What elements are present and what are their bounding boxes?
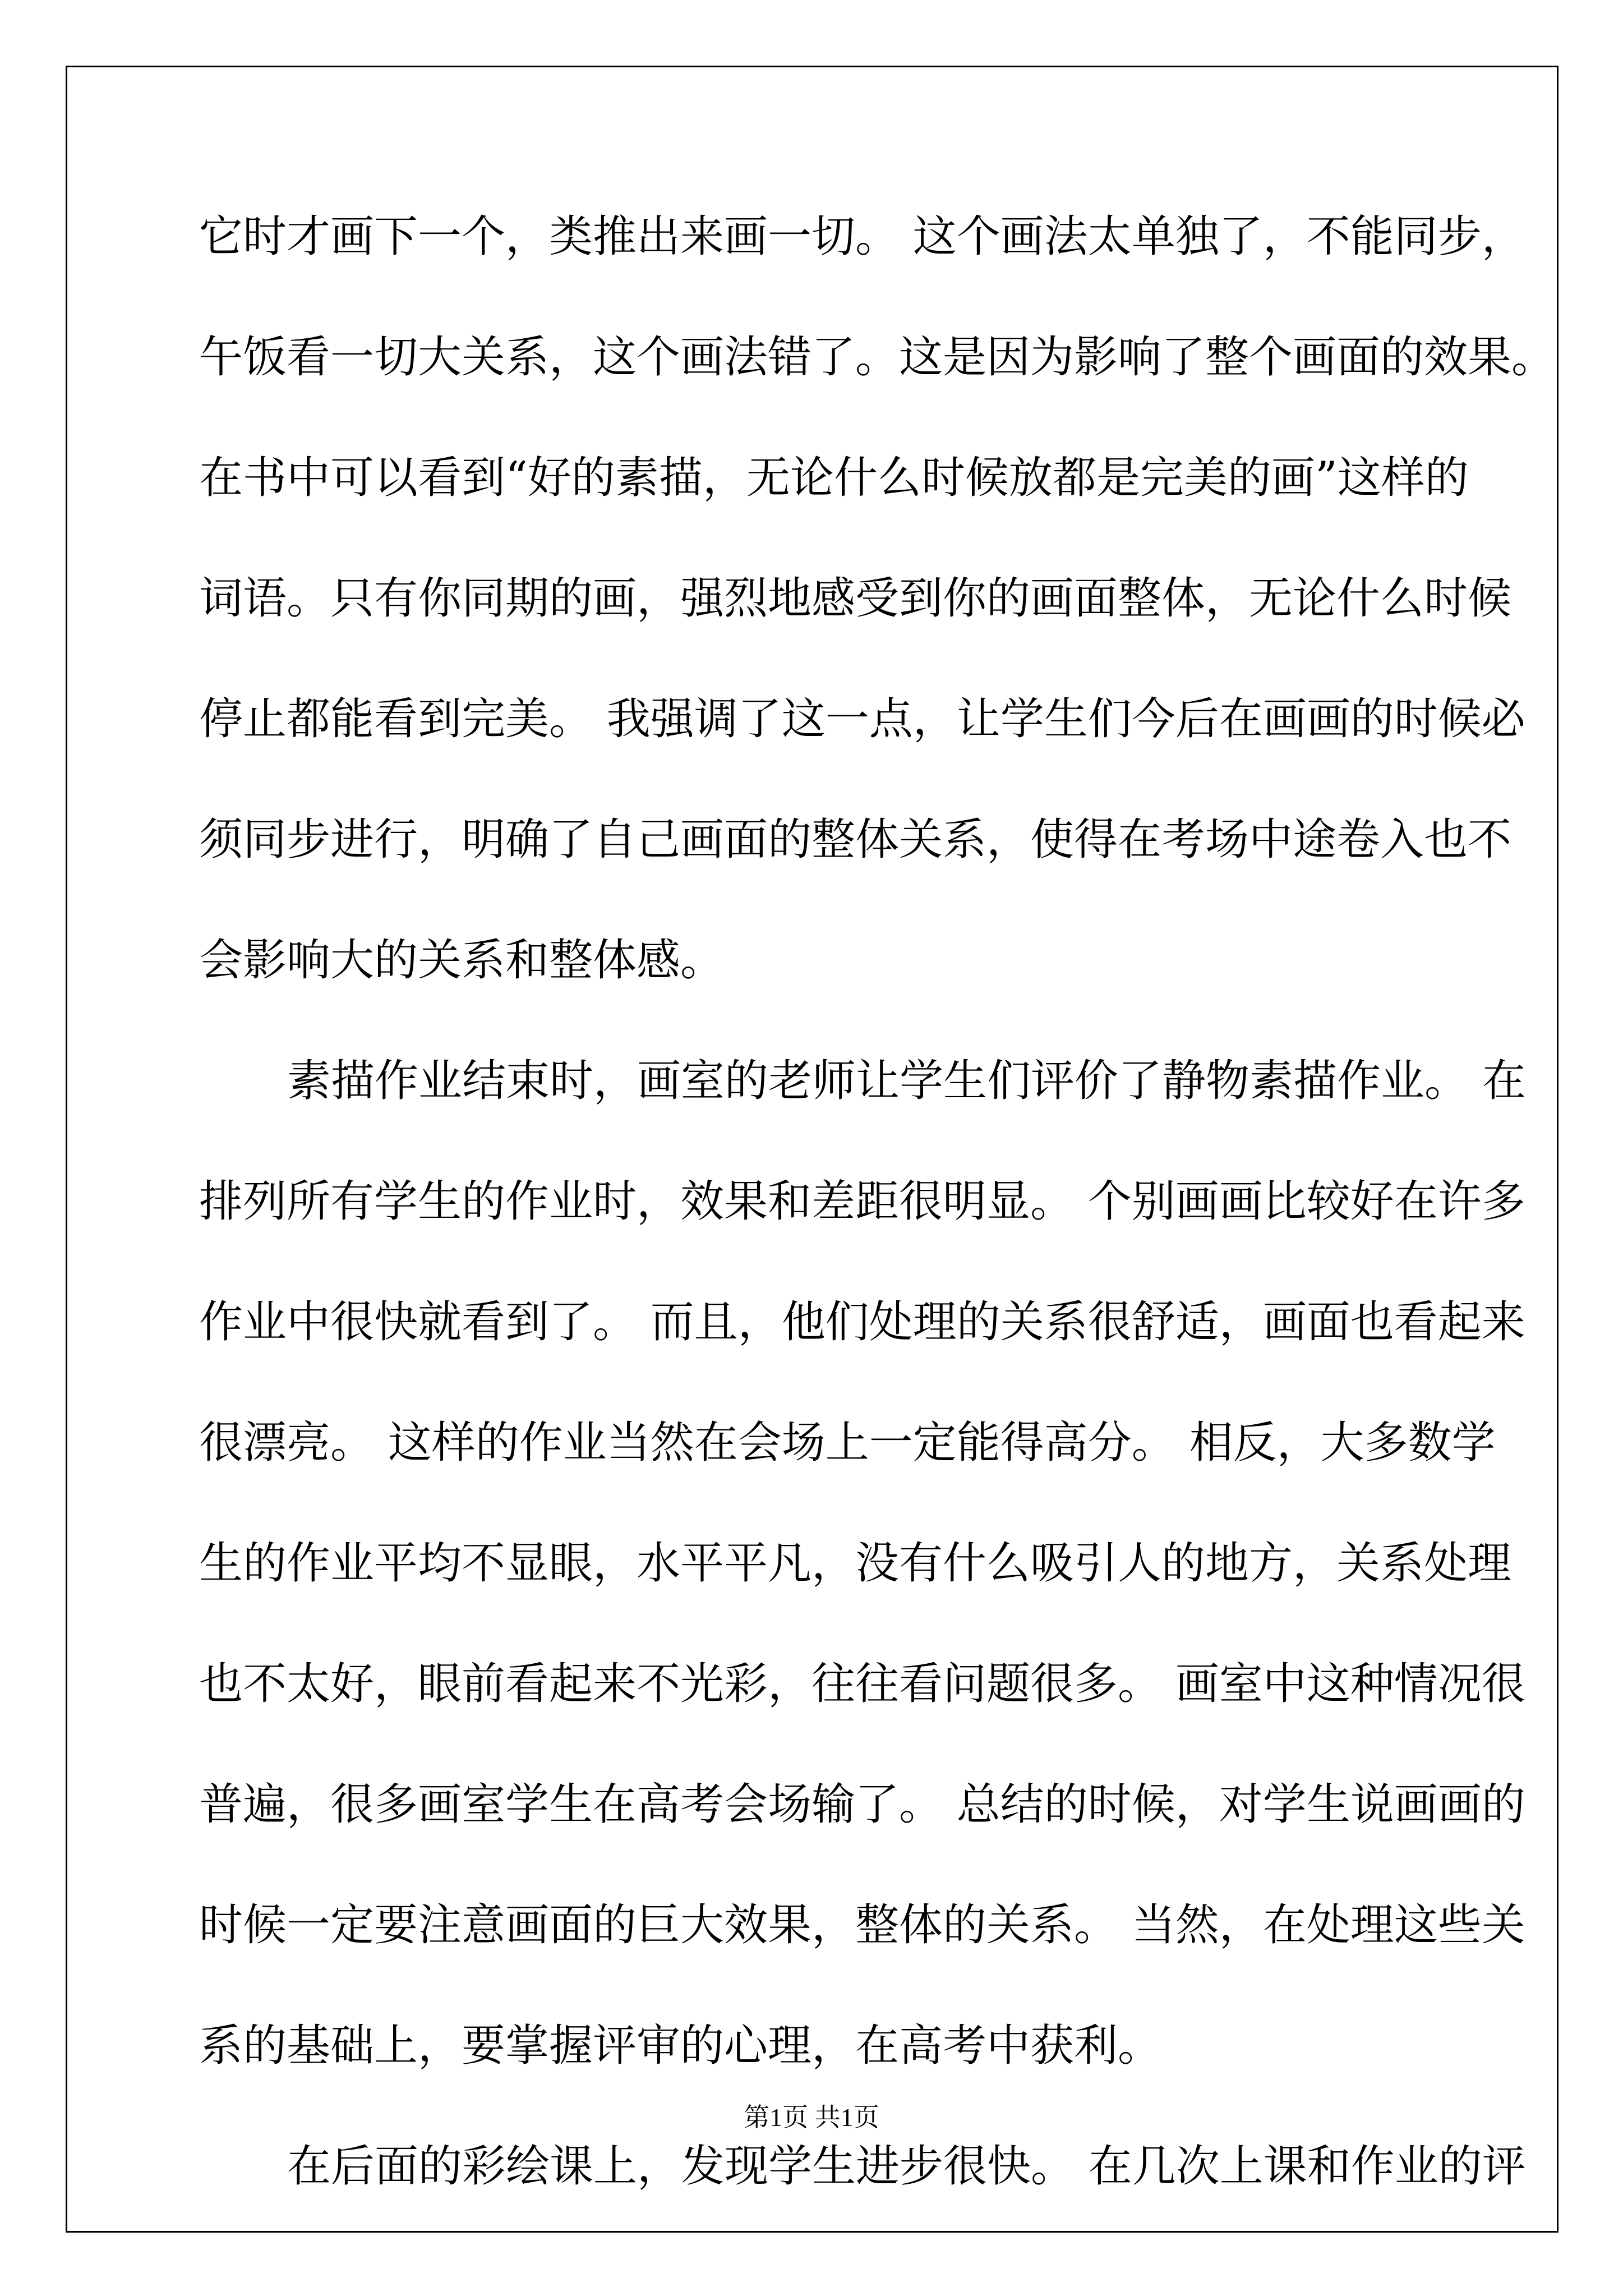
- text-line: 排列所有学生的作业时，效果和差距很明显。 个别画画比较好在许多: [199, 1176, 1525, 1227]
- text-line: 生的作业平均不显眼，水平平凡，没有什么吸引人的地方，关系处理: [199, 1538, 1512, 1589]
- text-line: 时候一定要注意画面的巨大效果，整体的关系。 当然，在处理这些关: [199, 1900, 1525, 1950]
- text-line: 停止都能看到完美。 我强调了这一点，让学生们今后在画画的时候必: [199, 694, 1525, 744]
- text-line: 在后面的彩绘课上，发现学生进步很快。 在几次上课和作业的评: [287, 2141, 1526, 2192]
- text-line: 作业中很快就看到了。 而且，他们处理的关系很舒适，画面也看起来: [199, 1297, 1525, 1347]
- text-line: 它时才画下一个，类推出来画一切。 这个画法太单独了，不能同步，: [199, 211, 1525, 262]
- document-body: [199, 208, 1556, 2258]
- text-line: 在书中可以看到“好的素描，无论什么时候放都是完美的画”这样的: [199, 453, 1469, 503]
- text-line: 也不太好，眼前看起来不光彩，往往看问题很多。 画室中这种情况很: [199, 1659, 1525, 1709]
- text-line: 素描作业结束时，画室的老师让学生们评价了静物素描作业。 在: [287, 1056, 1526, 1106]
- text-line: 会影响大的关系和整体感。: [199, 935, 725, 986]
- text-line: 系的基础上，要掌握评审的心理，在高考中获利。: [199, 2021, 1162, 2071]
- text-line: 须同步进行，明确了自己画面的整体关系，使得在考场中途卷入也不: [199, 815, 1512, 865]
- text-line: 词语。只有你同期的画，强烈地感受到你的画面整体，无论什么时候: [199, 573, 1512, 624]
- page-footer: 第1页 共1页: [744, 2103, 879, 2132]
- text-line: 很漂亮。 这样的作业当然在会场上一定能得高分。 相反，大多数学: [199, 1418, 1496, 1468]
- text-line: 午饭看一切大关系，这个画法错了。这是因为影响了整个画面的效果。: [199, 332, 1556, 383]
- text-line: 普遍，很多画室学生在高考会场输了。 总结的时候，对学生说画画的: [199, 1779, 1525, 1830]
